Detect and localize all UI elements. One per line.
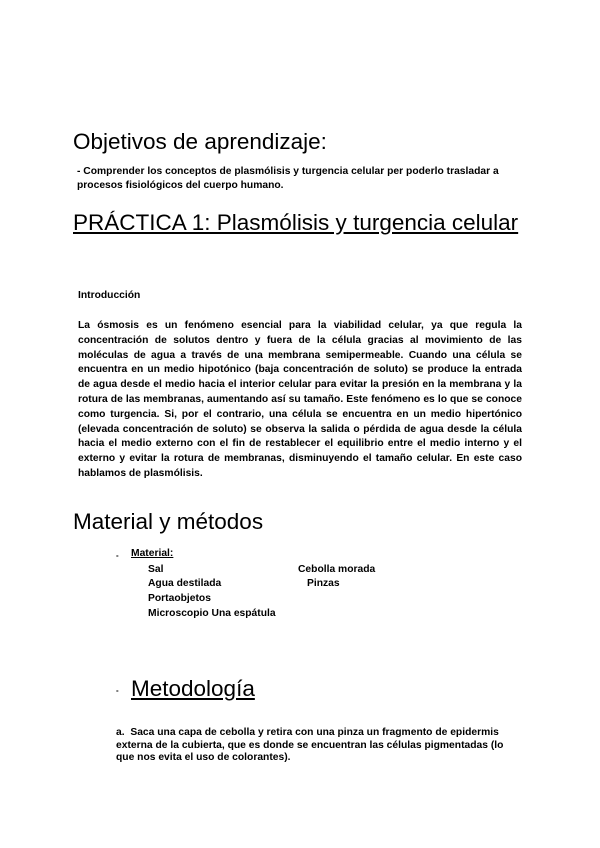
metodologia-bullet: -: [116, 686, 119, 695]
objetivos-text: - Comprender los conceptos de plasmólisis y turgencia celular per poderlo trasladar a procesos fisiológicos del cuerpo humano.: [77, 166, 499, 191]
objetivos-heading: Objetivos de aprendizaje:: [73, 129, 327, 154]
material-metodos-heading: Material y métodos: [73, 509, 264, 534]
introduccion-heading: Introducción: [78, 290, 141, 301]
metodologia-heading: Metodología: [131, 676, 255, 701]
material-bullet: -: [116, 551, 119, 560]
material-item-cebolla: Cebolla morada: [298, 564, 376, 575]
material-label: Material:: [131, 548, 174, 559]
material-item-agua: Agua destilada: [148, 578, 222, 589]
material-item-pinzas: Pinzas: [307, 578, 340, 589]
practica-heading: PRÁCTICA 1: Plasmólisis y turgencia celular: [73, 210, 519, 235]
step-a-marker: a.: [116, 727, 125, 738]
material-item-sal: Sal: [148, 564, 164, 575]
metodologia-step-a: [116, 727, 516, 765]
step-a-text: Saca una capa de cebolla y retira con una pinza un fragmento de epidermis externa de la cubierta, que es donde se encuentran las células pigmentadas (lo que nos evita el uso de colorantes).: [116, 727, 504, 763]
material-item-microscopio: Microscopio Una espátula: [148, 608, 276, 619]
material-item-portaobjetos: Portaobjetos: [148, 593, 211, 604]
introduccion-paragraph: La ósmosis es un fenómeno esencial para la viabilidad celular, ya que regula la concentración de solutos dentro y fuera de la célula gracias al movimiento de las moléculas de agua a través de una membrana semipermeable. Cuando una célula se encuentra en un medio hipotónico (baja concentración de soluto) se produce la entrada de agua desde el medio hacia el interior celular para evitar la presión en la membrana y la rotura de las membranas, aumentando así su tamaño. Este fenómeno es lo que se conoce como turgencia. Si, por el contrario, una célula se encuentra en un medio hipertónico (elevada concentración de soluto) se observa la salida o pérdida de agua desde la célula hacia el medio externo con el fin de restablecer el equilibrio entre el medio interno y el externo y evitar la rotura de membranas, disminuyendo el tamaño celular. En este caso hablamos de plasmólisis.: [78, 320, 522, 479]
